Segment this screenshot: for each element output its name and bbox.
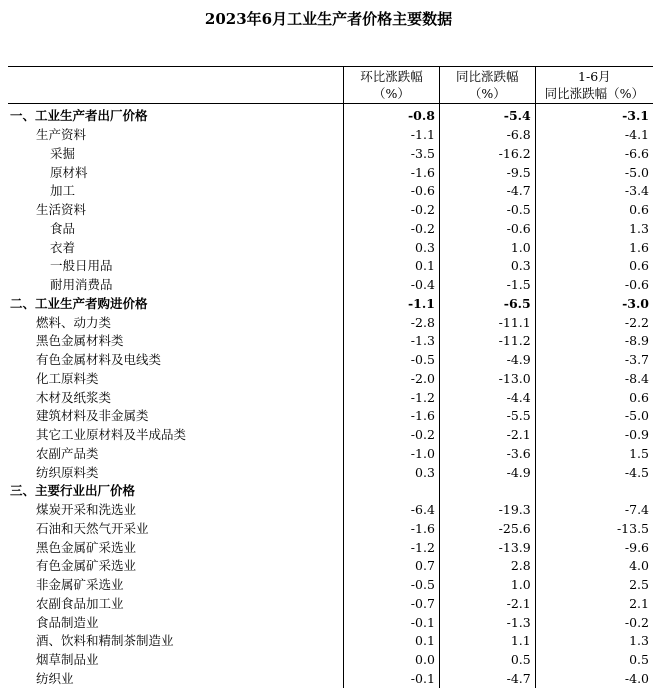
yoy-value: -19.3 xyxy=(439,501,535,520)
ytd-value: -13.5 xyxy=(535,520,653,539)
row-label: 加工 xyxy=(50,183,76,199)
table-row xyxy=(8,426,653,445)
yoy-value: -1.3 xyxy=(439,613,535,632)
mom-value: -1.3 xyxy=(344,332,440,351)
row-label: 生活资料 xyxy=(36,202,87,218)
ytd-value: -0.2 xyxy=(535,613,653,632)
yoy-value: 2.8 xyxy=(439,557,535,576)
row-label: 烟草制品业 xyxy=(36,652,99,668)
table-row xyxy=(8,182,653,201)
row-label: 二、工业生产者购进价格 xyxy=(10,295,148,311)
mom-value xyxy=(344,482,440,501)
ytd-value: 4.0 xyxy=(535,557,653,576)
table-row xyxy=(8,595,653,614)
ytd-value: 0.5 xyxy=(535,651,653,670)
row-label: 建筑材料及非金属类 xyxy=(36,408,149,424)
table-row xyxy=(8,163,653,182)
price-data-table xyxy=(8,66,653,688)
row-label: 化工原料类 xyxy=(36,370,99,386)
mom-value: -0.5 xyxy=(344,351,440,370)
row-label: 耐用消费品 xyxy=(50,277,113,293)
yoy-value: 1.0 xyxy=(439,576,535,595)
ytd-value: -0.6 xyxy=(535,276,653,295)
ytd-value: 0.6 xyxy=(535,257,653,276)
yoy-value: -4.9 xyxy=(439,463,535,482)
mom-value: -0.4 xyxy=(344,276,440,295)
table-header xyxy=(8,67,653,104)
table-row xyxy=(8,220,653,239)
mom-value: -2.8 xyxy=(344,313,440,332)
mom-value: -1.0 xyxy=(344,445,440,464)
row-label: 煤炭开采和洗选业 xyxy=(36,502,137,518)
ytd-value xyxy=(535,482,653,501)
yoy-value: -5.4 xyxy=(439,104,535,126)
ytd-value: -0.9 xyxy=(535,426,653,445)
ytd-value: -6.6 xyxy=(535,145,653,164)
mom-value: -0.7 xyxy=(344,595,440,614)
row-label: 纺织业 xyxy=(36,670,74,686)
table-row xyxy=(8,613,653,632)
mom-value: 0.7 xyxy=(344,557,440,576)
header-ytd-yoy-change: 1-6月 同比涨跌幅（%） xyxy=(535,67,653,104)
page-title: 2023年6月工业生产者价格主要数据 xyxy=(204,10,453,28)
yoy-value: -4.4 xyxy=(439,388,535,407)
ytd-value: 0.6 xyxy=(535,388,653,407)
mom-value: -1.1 xyxy=(344,295,440,314)
ytd-value: 0.6 xyxy=(535,201,653,220)
table-row xyxy=(8,295,653,314)
row-label: 燃料、动力类 xyxy=(36,314,112,330)
ytd-value: -5.0 xyxy=(535,163,653,182)
table-row xyxy=(8,145,653,164)
table-body xyxy=(8,104,653,689)
table-row xyxy=(8,463,653,482)
ytd-value: -5.0 xyxy=(535,407,653,426)
yoy-value: -0.5 xyxy=(439,201,535,220)
yoy-value: -4.9 xyxy=(439,351,535,370)
yoy-value: 0.3 xyxy=(439,257,535,276)
ytd-value: -2.2 xyxy=(535,313,653,332)
ytd-value: -3.0 xyxy=(535,295,653,314)
mom-value: -1.2 xyxy=(344,388,440,407)
ytd-value: 1.6 xyxy=(535,238,653,257)
yoy-value: -4.7 xyxy=(439,182,535,201)
table-row xyxy=(8,557,653,576)
yoy-value: -11.1 xyxy=(439,313,535,332)
yoy-value: -4.7 xyxy=(439,670,535,689)
yoy-value: -6.8 xyxy=(439,126,535,145)
mom-value: -0.2 xyxy=(344,201,440,220)
yoy-value: -25.6 xyxy=(439,520,535,539)
row-label: 生产资料 xyxy=(36,127,87,143)
mom-value: 0.0 xyxy=(344,651,440,670)
yoy-value: -11.2 xyxy=(439,332,535,351)
yoy-value xyxy=(439,482,535,501)
ytd-value: -4.5 xyxy=(535,463,653,482)
mom-value: -0.1 xyxy=(344,670,440,689)
mom-value: 0.3 xyxy=(344,463,440,482)
yoy-value: -5.5 xyxy=(439,407,535,426)
mom-value: -0.8 xyxy=(344,104,440,126)
header-yoy-change: 同比涨跌幅 （%） xyxy=(439,67,535,104)
ytd-value: -7.4 xyxy=(535,501,653,520)
row-label: 采掘 xyxy=(50,145,76,161)
yoy-value: -16.2 xyxy=(439,145,535,164)
table-row xyxy=(8,126,653,145)
yoy-value: 1.0 xyxy=(439,238,535,257)
yoy-value: -2.1 xyxy=(439,595,535,614)
table-row xyxy=(8,482,653,501)
ytd-value: -9.6 xyxy=(535,538,653,557)
table-row xyxy=(8,670,653,689)
mom-value: -1.6 xyxy=(344,520,440,539)
mom-value: -1.1 xyxy=(344,126,440,145)
yoy-value: -13.9 xyxy=(439,538,535,557)
row-label: 农副食品加工业 xyxy=(36,595,124,611)
row-label: 纺织原料类 xyxy=(36,464,99,480)
table-row xyxy=(8,520,653,539)
yoy-value: 0.5 xyxy=(439,651,535,670)
row-label: 农副产品类 xyxy=(36,445,99,461)
table-row xyxy=(8,445,653,464)
mom-value: -3.5 xyxy=(344,145,440,164)
row-label: 有色金属矿采选业 xyxy=(36,558,137,574)
mom-value: 0.1 xyxy=(344,632,440,651)
mom-value: -1.6 xyxy=(344,163,440,182)
ytd-value: -4.1 xyxy=(535,126,653,145)
ytd-value: -3.1 xyxy=(535,104,653,126)
row-label: 酒、饮料和精制茶制造业 xyxy=(36,633,174,649)
ytd-value: -8.9 xyxy=(535,332,653,351)
mom-value: -0.2 xyxy=(344,426,440,445)
mom-value: -6.4 xyxy=(344,501,440,520)
table-row xyxy=(8,576,653,595)
mom-value: 0.3 xyxy=(344,238,440,257)
row-label: 衣着 xyxy=(50,239,76,255)
row-label: 黑色金属材料类 xyxy=(36,333,124,349)
table-row xyxy=(8,632,653,651)
table-row xyxy=(8,370,653,389)
ytd-value: 1.3 xyxy=(535,220,653,239)
row-label: 一般日用品 xyxy=(50,258,113,274)
mom-value: -1.2 xyxy=(344,538,440,557)
row-label: 三、主要行业出厂价格 xyxy=(10,483,136,499)
table-row xyxy=(8,351,653,370)
row-label: 石油和天然气开采业 xyxy=(36,520,149,536)
mom-value: -0.6 xyxy=(344,182,440,201)
ytd-value: 1.3 xyxy=(535,632,653,651)
yoy-value: -9.5 xyxy=(439,163,535,182)
row-label: 黑色金属矿采选业 xyxy=(36,539,137,555)
table-row xyxy=(8,538,653,557)
yoy-value: -1.5 xyxy=(439,276,535,295)
ytd-value: -3.4 xyxy=(535,182,653,201)
yoy-value: -2.1 xyxy=(439,426,535,445)
row-label: 原材料 xyxy=(50,164,88,180)
yoy-value: -13.0 xyxy=(439,370,535,389)
yoy-value: 1.1 xyxy=(439,632,535,651)
row-label: 非金属矿采选业 xyxy=(36,577,124,593)
table-row xyxy=(8,313,653,332)
table-row xyxy=(8,257,653,276)
mom-value: -1.6 xyxy=(344,407,440,426)
row-label: 木材及纸浆类 xyxy=(36,389,112,405)
table-row xyxy=(8,201,653,220)
table-row xyxy=(8,104,653,126)
row-label: 食品 xyxy=(50,220,76,236)
table-row xyxy=(8,332,653,351)
table-row xyxy=(8,501,653,520)
mom-value: -2.0 xyxy=(344,370,440,389)
header-mom-change: 环比涨跌幅 （%） xyxy=(344,67,440,104)
table-row xyxy=(8,388,653,407)
table-row xyxy=(8,238,653,257)
row-label: 其它工业原材料及半成品类 xyxy=(36,427,187,443)
row-label: 一、工业生产者出厂价格 xyxy=(10,108,148,124)
mom-value: 0.1 xyxy=(344,257,440,276)
mom-value: -0.5 xyxy=(344,576,440,595)
header-item-column xyxy=(8,67,344,104)
ytd-value: -4.0 xyxy=(535,670,653,689)
yoy-value: -0.6 xyxy=(439,220,535,239)
ytd-value: -3.7 xyxy=(535,351,653,370)
yoy-value: -3.6 xyxy=(439,445,535,464)
yoy-value: -6.5 xyxy=(439,295,535,314)
ytd-value: -8.4 xyxy=(535,370,653,389)
ytd-value: 2.5 xyxy=(535,576,653,595)
row-label: 食品制造业 xyxy=(36,614,99,630)
table-row xyxy=(8,407,653,426)
table-row xyxy=(8,276,653,295)
ytd-value: 1.5 xyxy=(535,445,653,464)
mom-value: -0.1 xyxy=(344,613,440,632)
row-label: 有色金属材料及电线类 xyxy=(36,352,162,368)
ytd-value: 2.1 xyxy=(535,595,653,614)
table-row xyxy=(8,651,653,670)
mom-value: -0.2 xyxy=(344,220,440,239)
